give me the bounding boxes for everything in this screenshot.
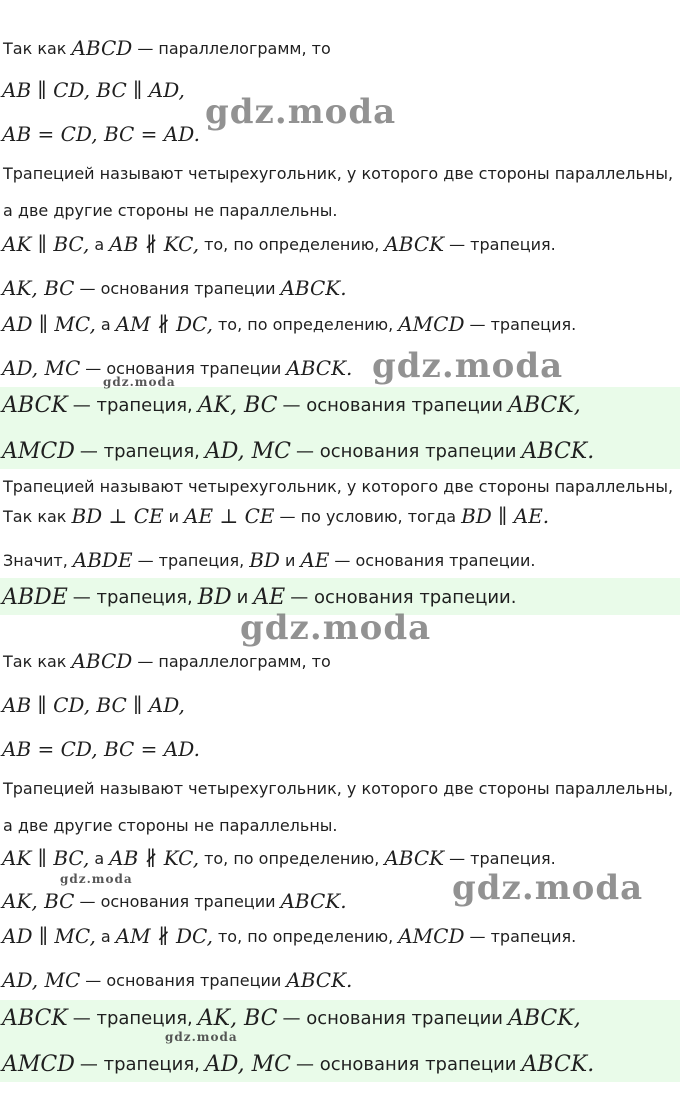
text-fragment: то, по определению,: [204, 848, 380, 868]
math-expression: AE: [300, 548, 330, 572]
math-expression: BD: [249, 548, 280, 572]
text-fragment: Так как: [3, 651, 67, 671]
watermark: gdz.moda: [165, 1030, 238, 1044]
text-fragment: а: [100, 926, 111, 946]
math-expression: ABCD: [71, 649, 133, 673]
math-expression: AK, BC: [197, 392, 278, 418]
text-line: [0, 770, 680, 806]
math-expression: ABDE: [2, 584, 68, 610]
math-expression: AD, MC: [204, 438, 291, 464]
text-line: [0, 807, 680, 843]
math-expression: AB ∦ KC,: [109, 846, 200, 870]
math-expression: AK, BC: [197, 1005, 278, 1031]
math-expression: ABCK.: [280, 889, 347, 913]
math-expression: AB ∦ KC,: [109, 232, 200, 256]
math-expression: AM ∦ DC,: [115, 924, 213, 948]
text-fragment: — по условию, тогда: [279, 506, 457, 526]
text-fragment: — трапеция,: [72, 1007, 193, 1029]
text-fragment: — основания трапеции: [79, 278, 276, 298]
math-expression: AE: [253, 584, 286, 610]
math-expression: ABCK,: [507, 392, 581, 418]
text-fragment: а: [100, 314, 111, 334]
answer-line: [0, 1000, 680, 1036]
math-expression: ABCK: [384, 846, 445, 870]
math-expression: AK, BC: [2, 276, 75, 300]
text-fragment: а: [94, 848, 105, 868]
text-fragment: то, по определению,: [217, 926, 394, 946]
text-line: [0, 226, 680, 262]
text-line: [0, 918, 680, 954]
text-line: [0, 731, 680, 767]
math-expression: AD ∥ MC,: [2, 312, 96, 336]
text-fragment: то, по определению,: [204, 234, 380, 254]
text-fragment: — трапеция,: [72, 394, 193, 416]
answer-line: [0, 1046, 680, 1082]
watermark: gdz.moda: [103, 375, 176, 389]
math-expression: ABCD: [71, 36, 133, 60]
text-line: [0, 155, 680, 191]
text-fragment: — трапеция,: [72, 586, 193, 608]
text-fragment: Трапецией называют четырехугольник, у которого две стороны параллельны,: [3, 476, 674, 496]
math-expression: AK ∥ BC,: [2, 846, 90, 870]
math-expression: AB ∥ CD, BC ∥ AD,: [2, 693, 185, 717]
text-line: [0, 962, 680, 998]
math-expression: AD, MC: [204, 1051, 291, 1077]
text-fragment: — трапеция,: [137, 550, 245, 570]
text-line: [0, 270, 680, 306]
math-expression: AMCD: [2, 438, 75, 464]
math-expression: AB = CD, BC = AD.: [2, 122, 200, 146]
text-fragment: Трапецией называют четырехугольник, у которого две стороны параллельны,: [3, 778, 674, 798]
watermark: gdz.moda: [240, 608, 432, 648]
text-fragment: — основания трапеции.: [290, 586, 517, 608]
math-expression: BD: [197, 584, 232, 610]
math-expression: ABCK.: [286, 356, 353, 380]
math-expression: AM ∦ DC,: [115, 312, 213, 336]
text-fragment: — трапеция,: [79, 440, 200, 462]
text-line: [0, 883, 680, 919]
text-fragment: — параллелограмм, то: [137, 38, 331, 58]
text-fragment: и: [236, 586, 249, 608]
math-expression: AD, MC: [2, 968, 81, 992]
math-expression: AMCD: [398, 312, 465, 336]
text-fragment: и: [168, 506, 180, 526]
watermark: gdz.moda: [60, 872, 133, 886]
text-fragment: а две другие стороны не параллельны.: [3, 815, 338, 835]
watermark: gdz.moda: [452, 868, 644, 908]
math-expression: ABCK.: [521, 438, 595, 464]
answer-line: [0, 387, 680, 423]
text-line: [0, 350, 680, 386]
math-expression: AK ∥ BC,: [2, 232, 90, 256]
math-expression: AD ∥ MC,: [2, 924, 96, 948]
math-expression: ABCK.: [286, 968, 353, 992]
text-fragment: и: [284, 550, 296, 570]
answer-line: [0, 579, 680, 615]
math-expression: ABCK,: [507, 1005, 581, 1031]
text-fragment: — трапеция.: [449, 234, 556, 254]
text-fragment: — трапеция,: [79, 1053, 200, 1075]
watermark: gdz.moda: [372, 346, 564, 386]
text-fragment: — основания трапеции: [282, 394, 503, 416]
text-fragment: — трапеция.: [469, 926, 577, 946]
text-fragment: — параллелограмм, то: [137, 651, 331, 671]
text-fragment: — основания трапеции: [85, 970, 282, 990]
math-expression: AD, MC: [2, 356, 81, 380]
text-line: [0, 72, 680, 108]
math-expression: AE ⊥ CE: [184, 504, 275, 528]
math-expression: ABCK.: [521, 1051, 595, 1077]
math-expression: BD ⊥ CE: [71, 504, 164, 528]
math-expression: AK, BC: [2, 889, 75, 913]
text-fragment: — трапеция.: [469, 314, 577, 334]
text-fragment: Так как: [3, 38, 67, 58]
text-fragment: Значит,: [3, 550, 68, 570]
math-expression: ABDE: [72, 548, 133, 572]
text-line: [0, 542, 680, 578]
text-line: [0, 30, 680, 66]
text-line: [0, 116, 680, 152]
math-expression: ABCK.: [280, 276, 347, 300]
text-fragment: — основания трапеции.: [334, 550, 536, 570]
watermark: gdz.moda: [205, 92, 397, 132]
text-fragment: Так как: [3, 506, 67, 526]
text-line: [0, 192, 680, 228]
math-expression: BD ∥ AE.: [461, 504, 550, 528]
math-expression: ABCK: [2, 1005, 68, 1031]
text-line: [0, 306, 680, 342]
text-line: [0, 643, 680, 679]
text-fragment: Трапецией называют четырехугольник, у которого две стороны параллельны,: [3, 163, 674, 183]
text-fragment: — основания трапеции: [296, 1053, 517, 1075]
answer-line: [0, 433, 680, 469]
math-expression: AB ∥ CD, BC ∥ AD,: [2, 78, 185, 102]
text-fragment: то, по определению,: [217, 314, 394, 334]
text-fragment: — основания трапеции: [296, 440, 517, 462]
math-expression: AMCD: [2, 1051, 75, 1077]
text-fragment: — основания трапеции: [85, 358, 282, 378]
text-line: [0, 498, 680, 534]
math-expression: ABCK: [384, 232, 445, 256]
text-fragment: а две другие стороны не параллельны.: [3, 200, 338, 220]
math-expression: AMCD: [398, 924, 465, 948]
text-fragment: — трапеция.: [449, 848, 556, 868]
text-fragment: — основания трапеции: [282, 1007, 503, 1029]
text-fragment: а: [94, 234, 105, 254]
text-line: [0, 687, 680, 723]
text-line: [0, 840, 680, 876]
math-expression: ABCK: [2, 392, 68, 418]
text-fragment: — основания трапеции: [79, 891, 276, 911]
math-expression: AB = CD, BC = AD.: [2, 737, 200, 761]
